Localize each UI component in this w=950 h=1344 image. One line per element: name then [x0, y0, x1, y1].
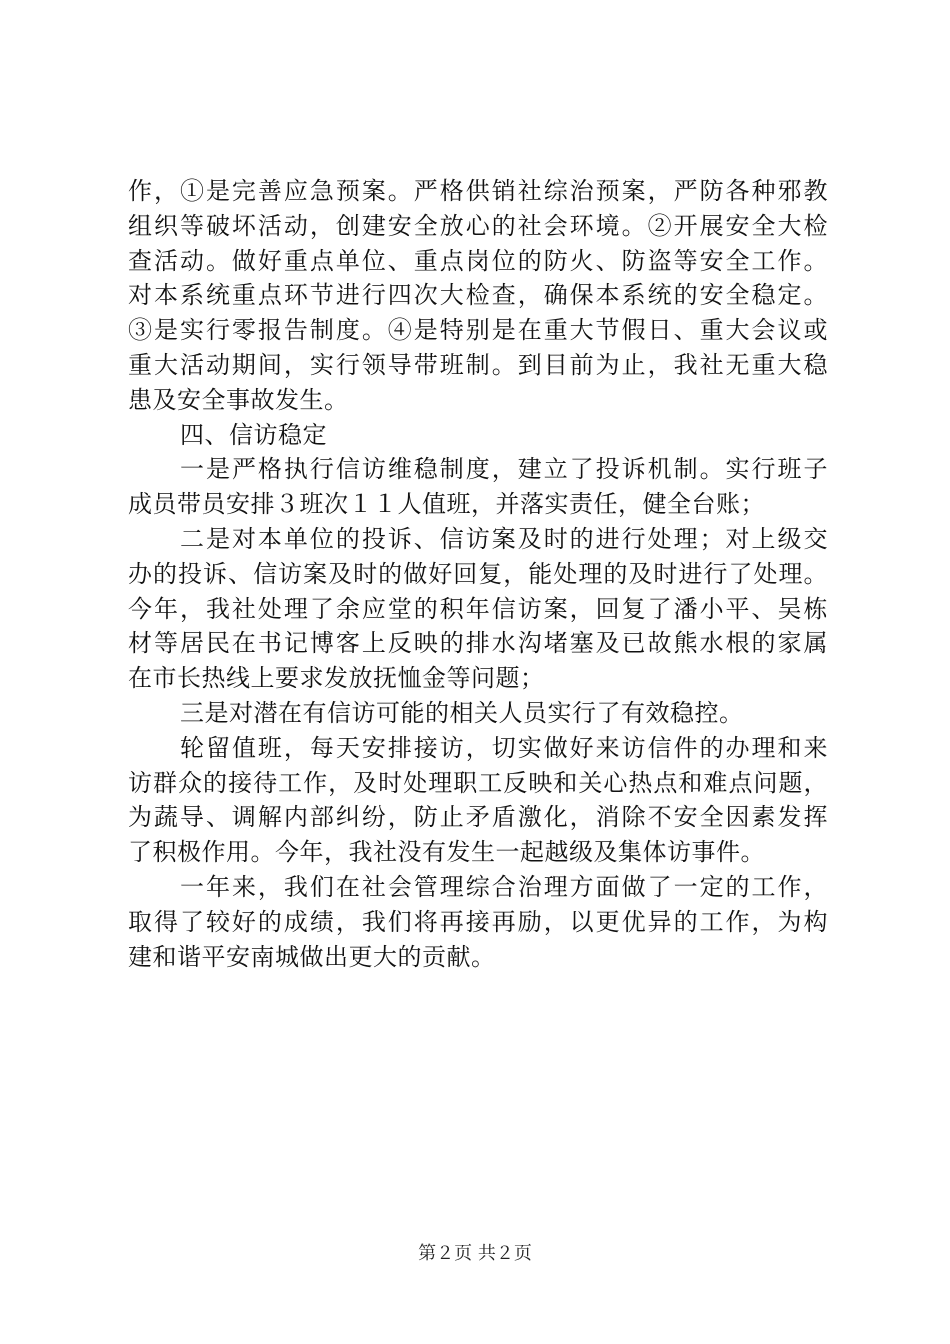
body-line: 成员带员安排３班次１１人值班，并落实责任，健全台账； — [128, 490, 765, 519]
body-line: ③是实行零报告制度。④是特别是在重大节假日、重大会议或 — [128, 316, 828, 345]
body-line: 今年，我社处理了余应堂的积年信访案，回复了潘小平、吴栋 — [128, 594, 828, 623]
body-line: 了积极作用。今年，我社没有发生一起越级及集体访事件。 — [128, 838, 765, 867]
body-line: 取得了较好的成绩，我们将再接再励，以更优异的工作，为构 — [128, 907, 828, 936]
body-line: 患及安全事故发生。 — [128, 385, 349, 414]
body-line: 一年来，我们在社会管理综合治理方面做了一定的工作， — [180, 872, 828, 901]
body-line: 访群众的接待工作，及时处理职工反映和关心热点和难点问题， — [128, 768, 828, 797]
body-line: 组织等破坏活动，创建安全放心的社会环境。②开展安全大检 — [128, 211, 828, 240]
section-heading: 四、信访稳定 — [180, 420, 327, 449]
body-line: 二是对本单位的投诉、信访案及时的进行处理；对上级交 — [180, 524, 828, 553]
body-line: 办的投诉、信访案及时的做好回复，能处理的及时进行了处理。 — [128, 559, 828, 588]
page-footer — [0, 1243, 950, 1265]
body-line: 对本系统重点环节进行四次大检查，确保本系统的安全稳定。 — [128, 281, 828, 310]
body-line: 为蔬导、调解内部纠纷，防止矛盾激化，消除不安全因素发挥 — [128, 803, 828, 832]
body-line: 作，①是完善应急预案。严格供销社综治预案，严防各种邪教 — [128, 177, 828, 205]
body-line: 材等居民在书记博客上反映的排水沟堵塞及已故熊水根的家属 — [128, 629, 828, 658]
body-line: 三是对潜在有信访可能的相关人员实行了有效稳控。 — [180, 698, 744, 727]
body-line: 查活动。做好重点单位、重点岗位的防火、防盗等安全工作。 — [128, 246, 828, 275]
document-body — [128, 174, 828, 974]
body-line: 轮留值班，每天安排接访，切实做好来访信件的办理和来 — [180, 733, 828, 762]
body-line: 重大活动期间，实行领导带班制。到目前为止，我社无重大稳 — [128, 350, 828, 379]
body-line: 一是严格执行信访维稳制度，建立了投诉机制。实行班子 — [180, 455, 828, 484]
body-line: 建和谐平安南城做出更大的贡献。 — [128, 942, 496, 971]
body-line: 在市长热线上要求发放抚恤金等问题； — [128, 664, 545, 693]
page-number: 第２页 共２页 — [418, 1243, 532, 1264]
